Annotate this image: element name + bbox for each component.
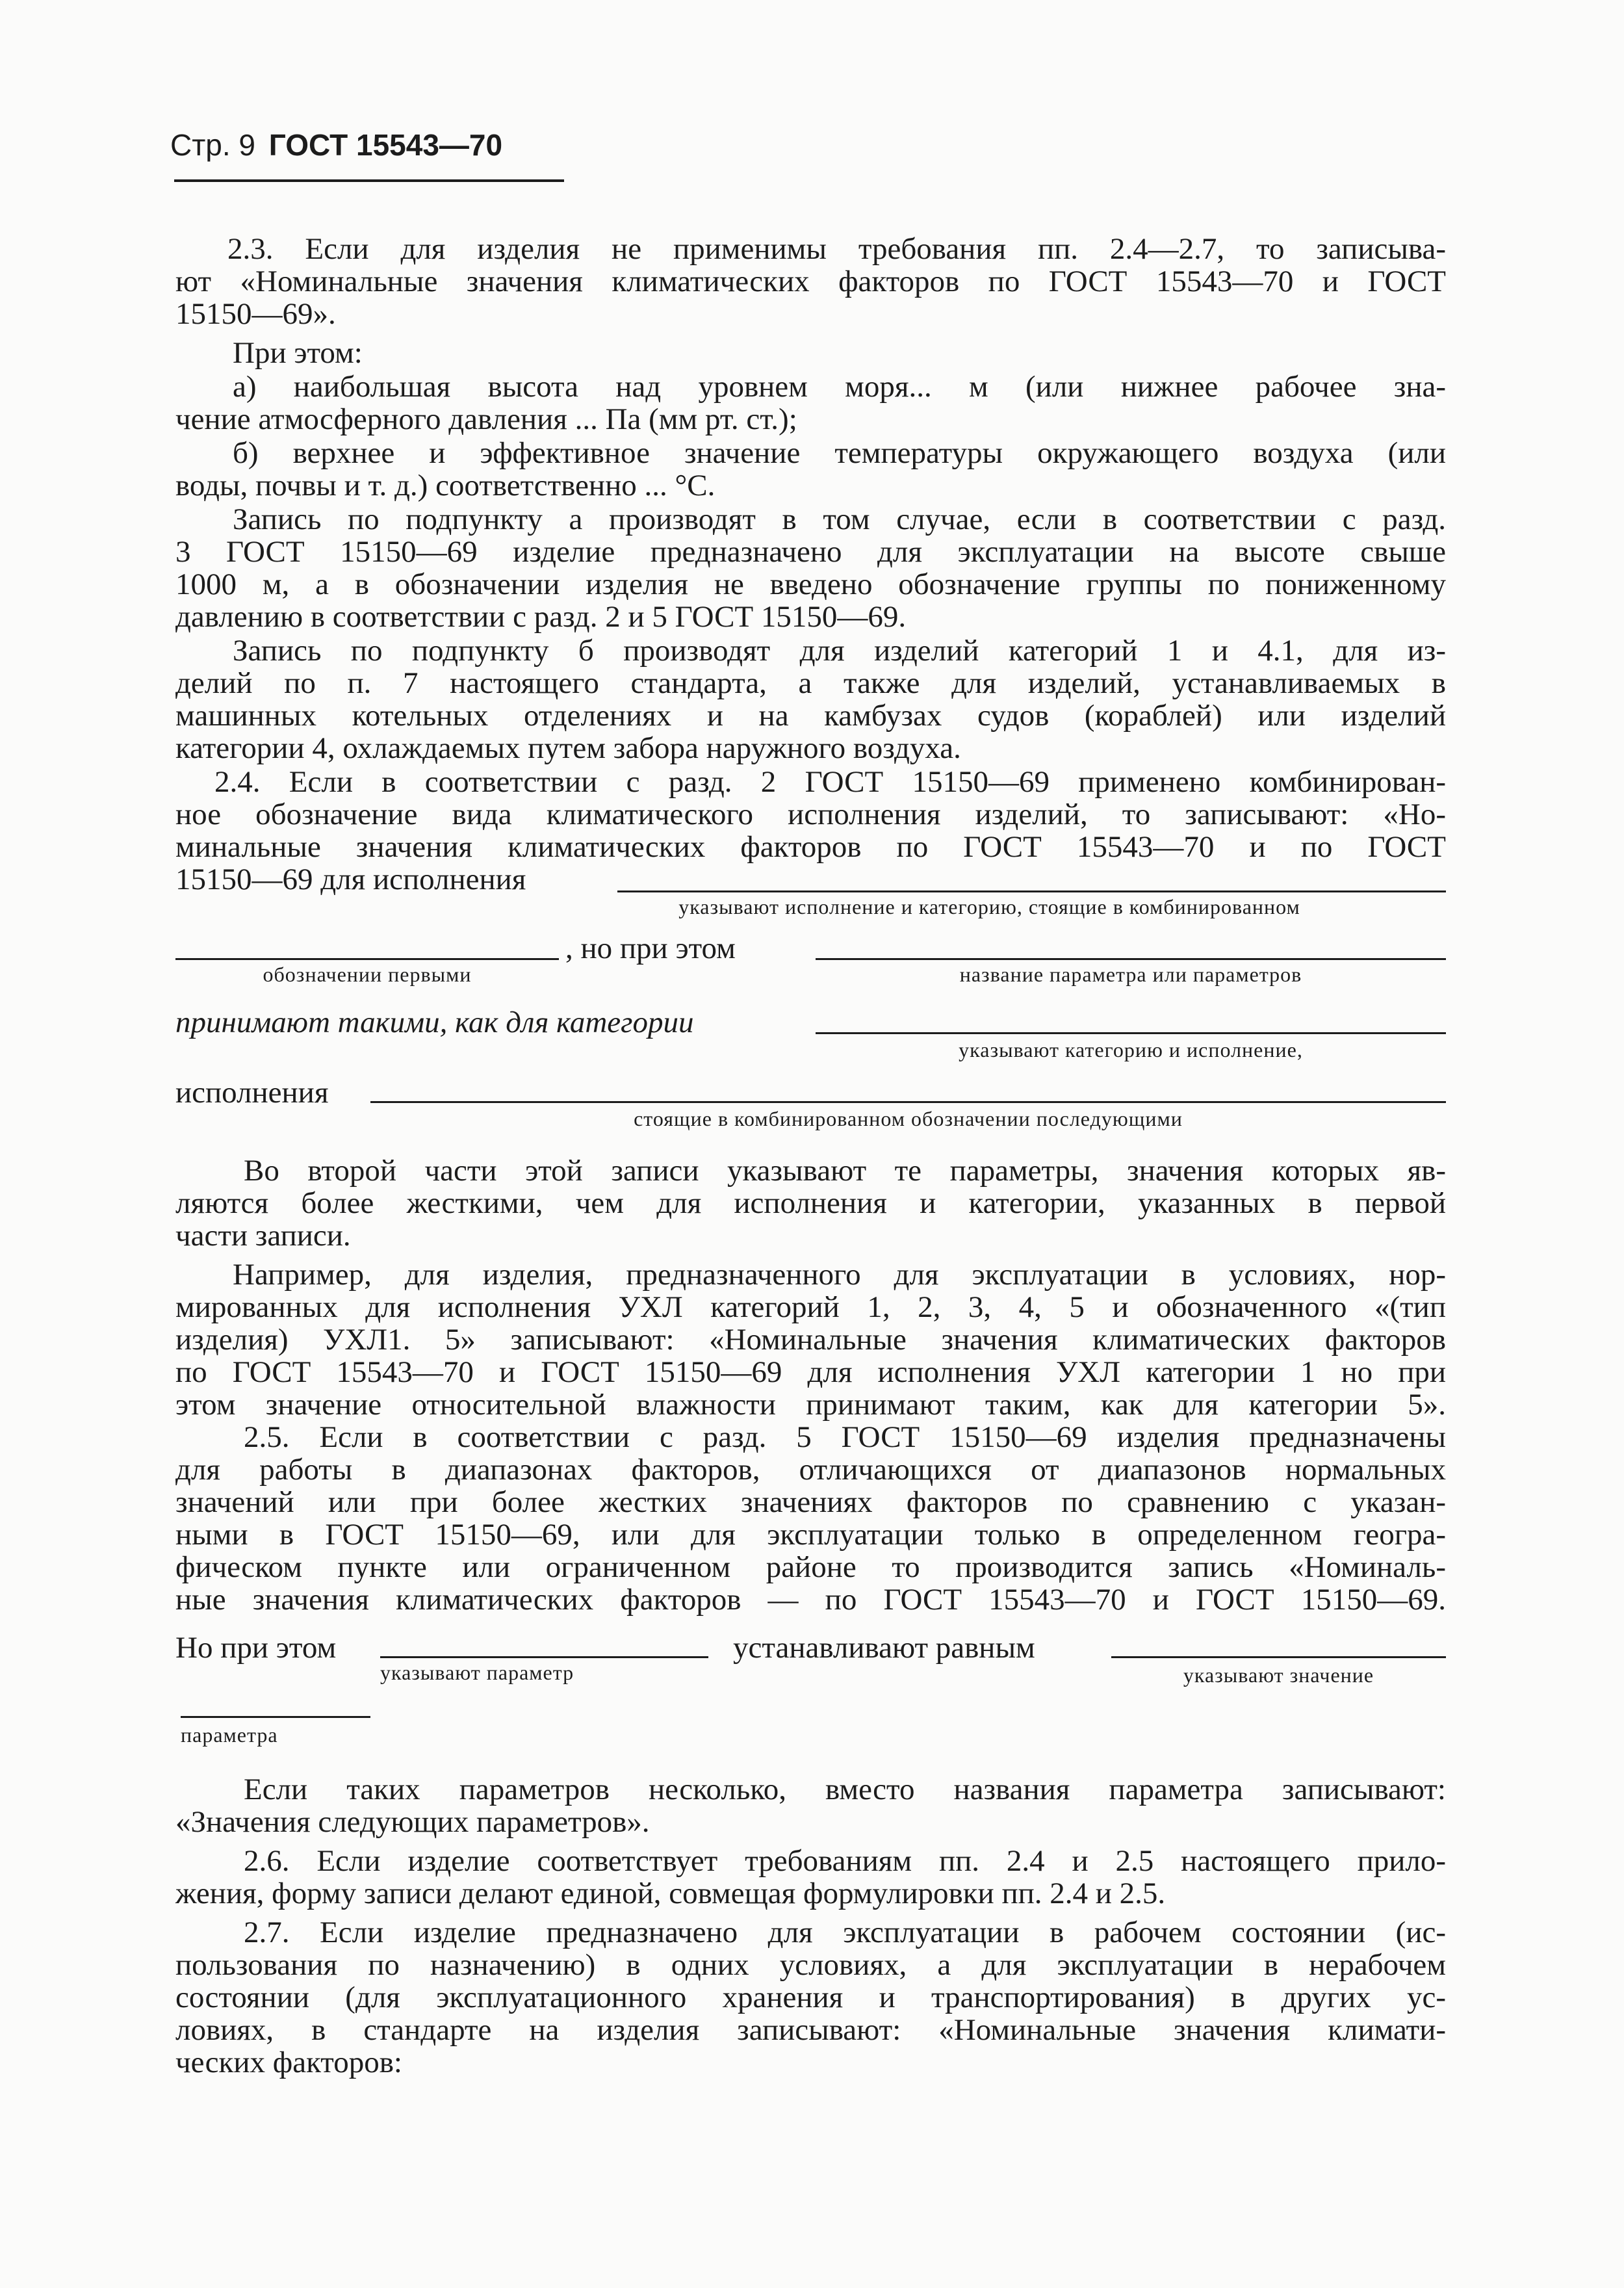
- form-blank: [1111, 1656, 1446, 1658]
- para-line: Запись по подпункту б производят для изделий категорий 1 и 4.1, для из-: [233, 634, 1446, 668]
- para-line: пользования по назначению) в одних условиях, а для эксплуатации в нерабочем: [175, 1948, 1446, 1982]
- form-caption: указывают значение: [1183, 1663, 1374, 1687]
- form-text: принимают такими, как для категории: [175, 1006, 694, 1039]
- form-text: 15150—69 для исполнения: [175, 863, 526, 896]
- form-text: устанавливают равным: [733, 1631, 1035, 1665]
- form-caption: указывают исполнение и категорию, стоящие в комбинированном: [678, 895, 1300, 918]
- para-line: по ГОСТ 15543—70 и ГОСТ 15150—69 для исполнения УХЛ категории 1 но при: [175, 1355, 1446, 1389]
- para-line: ют «Номинальные значения климатических факторов по ГОСТ 15543—70 и ГОСТ: [175, 265, 1446, 298]
- para-line: Запись по подпункту а производят в том случае, если в соответствии с разд.: [233, 502, 1446, 536]
- form-blank: [816, 958, 1446, 960]
- document-id: ГОСТ 15543—70: [268, 128, 503, 162]
- para-line: воды, почвы и т. д.) соответственно ... °С.: [175, 469, 715, 502]
- para-line: Если таких параметров несколько, вместо названия параметра записывают:: [244, 1773, 1446, 1806]
- para-line: чение атмосферного давления ... Па (мм рт. ст.);: [175, 402, 797, 436]
- form-caption: указывают параметр: [380, 1661, 574, 1684]
- para-line: этом значение относительной влажности принимают таким, как для категории 5».: [175, 1388, 1446, 1422]
- para-line: состоянии (для эксплуатационного хранения и транспортирования) в других ус-: [175, 1981, 1446, 2014]
- para-line: минальные значения климатических факторов по ГОСТ 15543—70 и по ГОСТ: [175, 830, 1446, 864]
- header-rule: [174, 179, 564, 182]
- list-item-b: б) верхнее и эффективное значение температуры окружающего воздуха (или: [233, 436, 1446, 470]
- para-line: давлению в соответствии с разд. 2 и 5 ГОСТ 15150—69.: [175, 600, 907, 634]
- para-line: «Значения следующих параметров».: [175, 1805, 650, 1839]
- form-caption: название параметра или параметров: [959, 963, 1302, 986]
- para-line: категории 4, охлаждаемых путем забора наружного воздуха.: [175, 731, 961, 765]
- form-caption: стоящие в комбинированном обозначении последующими: [634, 1107, 1183, 1130]
- para-line: 2.4. Если в соответствии с разд. 2 ГОСТ 15150—69 применено комбинирован-: [214, 765, 1446, 799]
- para-line: Во второй части этой записи указывают те параметры, значения которых яв-: [244, 1154, 1446, 1188]
- para-line: делий по п. 7 настоящего стандарта, а также для изделий, устанавливаемых в: [175, 666, 1446, 700]
- para-line: части записи.: [175, 1219, 351, 1253]
- para-line: для работы в диапазонах факторов, отличающихся от диапазонов нормальных: [175, 1453, 1446, 1487]
- form-text: , но при этом: [565, 931, 736, 965]
- para-line: мированных для исполнения УХЛ категорий 1, 2, 3, 4, 5 и обозначенного «(тип: [175, 1290, 1446, 1324]
- page-header: [170, 127, 502, 162]
- para-line: При этом:: [233, 336, 363, 370]
- form-text: Но при этом: [175, 1631, 337, 1665]
- para-line: ное обозначение вида климатического исполнения изделий, то записывают: «Но-: [175, 798, 1446, 831]
- form-blank: [816, 1032, 1446, 1034]
- form-caption: параметра: [181, 1723, 278, 1747]
- list-item-a: а) наибольшая высота над уровнем моря... м (или нижнее рабочее зна-: [233, 370, 1446, 404]
- para-line: ловиях, в стандарте на изделия записывают: «Номинальные значения климати-: [175, 2013, 1446, 2047]
- para-line: 1000 м, а в обозначении изделия не введено обозначение группы по пониженному: [175, 567, 1446, 601]
- para-line: 15150—69».: [175, 297, 336, 331]
- para-line: изделия) УХЛ1. 5» записывают: «Номинальные значения климатических факторов: [175, 1323, 1446, 1357]
- form-blank: [617, 890, 1446, 892]
- para-line: значений или при более жестких значениях факторов по сравнению с указан-: [175, 1485, 1446, 1519]
- form-caption: обозначении первыми: [263, 963, 472, 986]
- para-line: 2.5. Если в соответствии с разд. 5 ГОСТ 15150—69 изделия предназначены: [244, 1420, 1446, 1454]
- para-line: фическом пункте или ограниченном районе то производится запись «Номиналь-: [175, 1550, 1446, 1584]
- para-line: ляются более жесткими, чем для исполнения и категории, указанных в первой: [175, 1186, 1446, 1220]
- para-line: машинных котельных отделениях и на камбузах судов (кораблей) или изделий: [175, 699, 1446, 733]
- form-caption: указывают категорию и исполнение,: [959, 1038, 1303, 1061]
- form-blank: [175, 958, 559, 960]
- para-line: 2.7. Если изделие предназначено для эксплуатации в рабочем состоянии (ис-: [244, 1916, 1446, 1949]
- para-line: жения, форму записи делают единой, совмещая формулировки пп. 2.4 и 2.5.: [175, 1877, 1166, 1910]
- form-text: исполнения: [175, 1076, 329, 1110]
- para-line: ными в ГОСТ 15150—69, или для эксплуатации только в определенном геогра-: [175, 1518, 1446, 1552]
- para-line: 2.3. Если для изделия не применимы требования пп. 2.4—2.7, то записыва-: [227, 232, 1446, 266]
- para-line: 2.6. Если изделие соответствует требованиям пп. 2.4 и 2.5 настоящего прило-: [244, 1844, 1446, 1878]
- para-line: ческих факторов:: [175, 2046, 402, 2079]
- form-blank: [380, 1656, 708, 1658]
- form-blank: [370, 1101, 1446, 1103]
- para-line: Например, для изделия, предназначенного для эксплуатации в условиях, нор-: [233, 1258, 1446, 1292]
- para-line: 3 ГОСТ 15150—69 изделие предназначено для эксплуатации на высоте свыше: [175, 535, 1446, 569]
- page-number: Стр. 9: [170, 128, 256, 162]
- para-line: ные значения климатических факторов — по ГОСТ 15543—70 и ГОСТ 15150—69.: [175, 1583, 1446, 1617]
- form-blank: [181, 1716, 370, 1718]
